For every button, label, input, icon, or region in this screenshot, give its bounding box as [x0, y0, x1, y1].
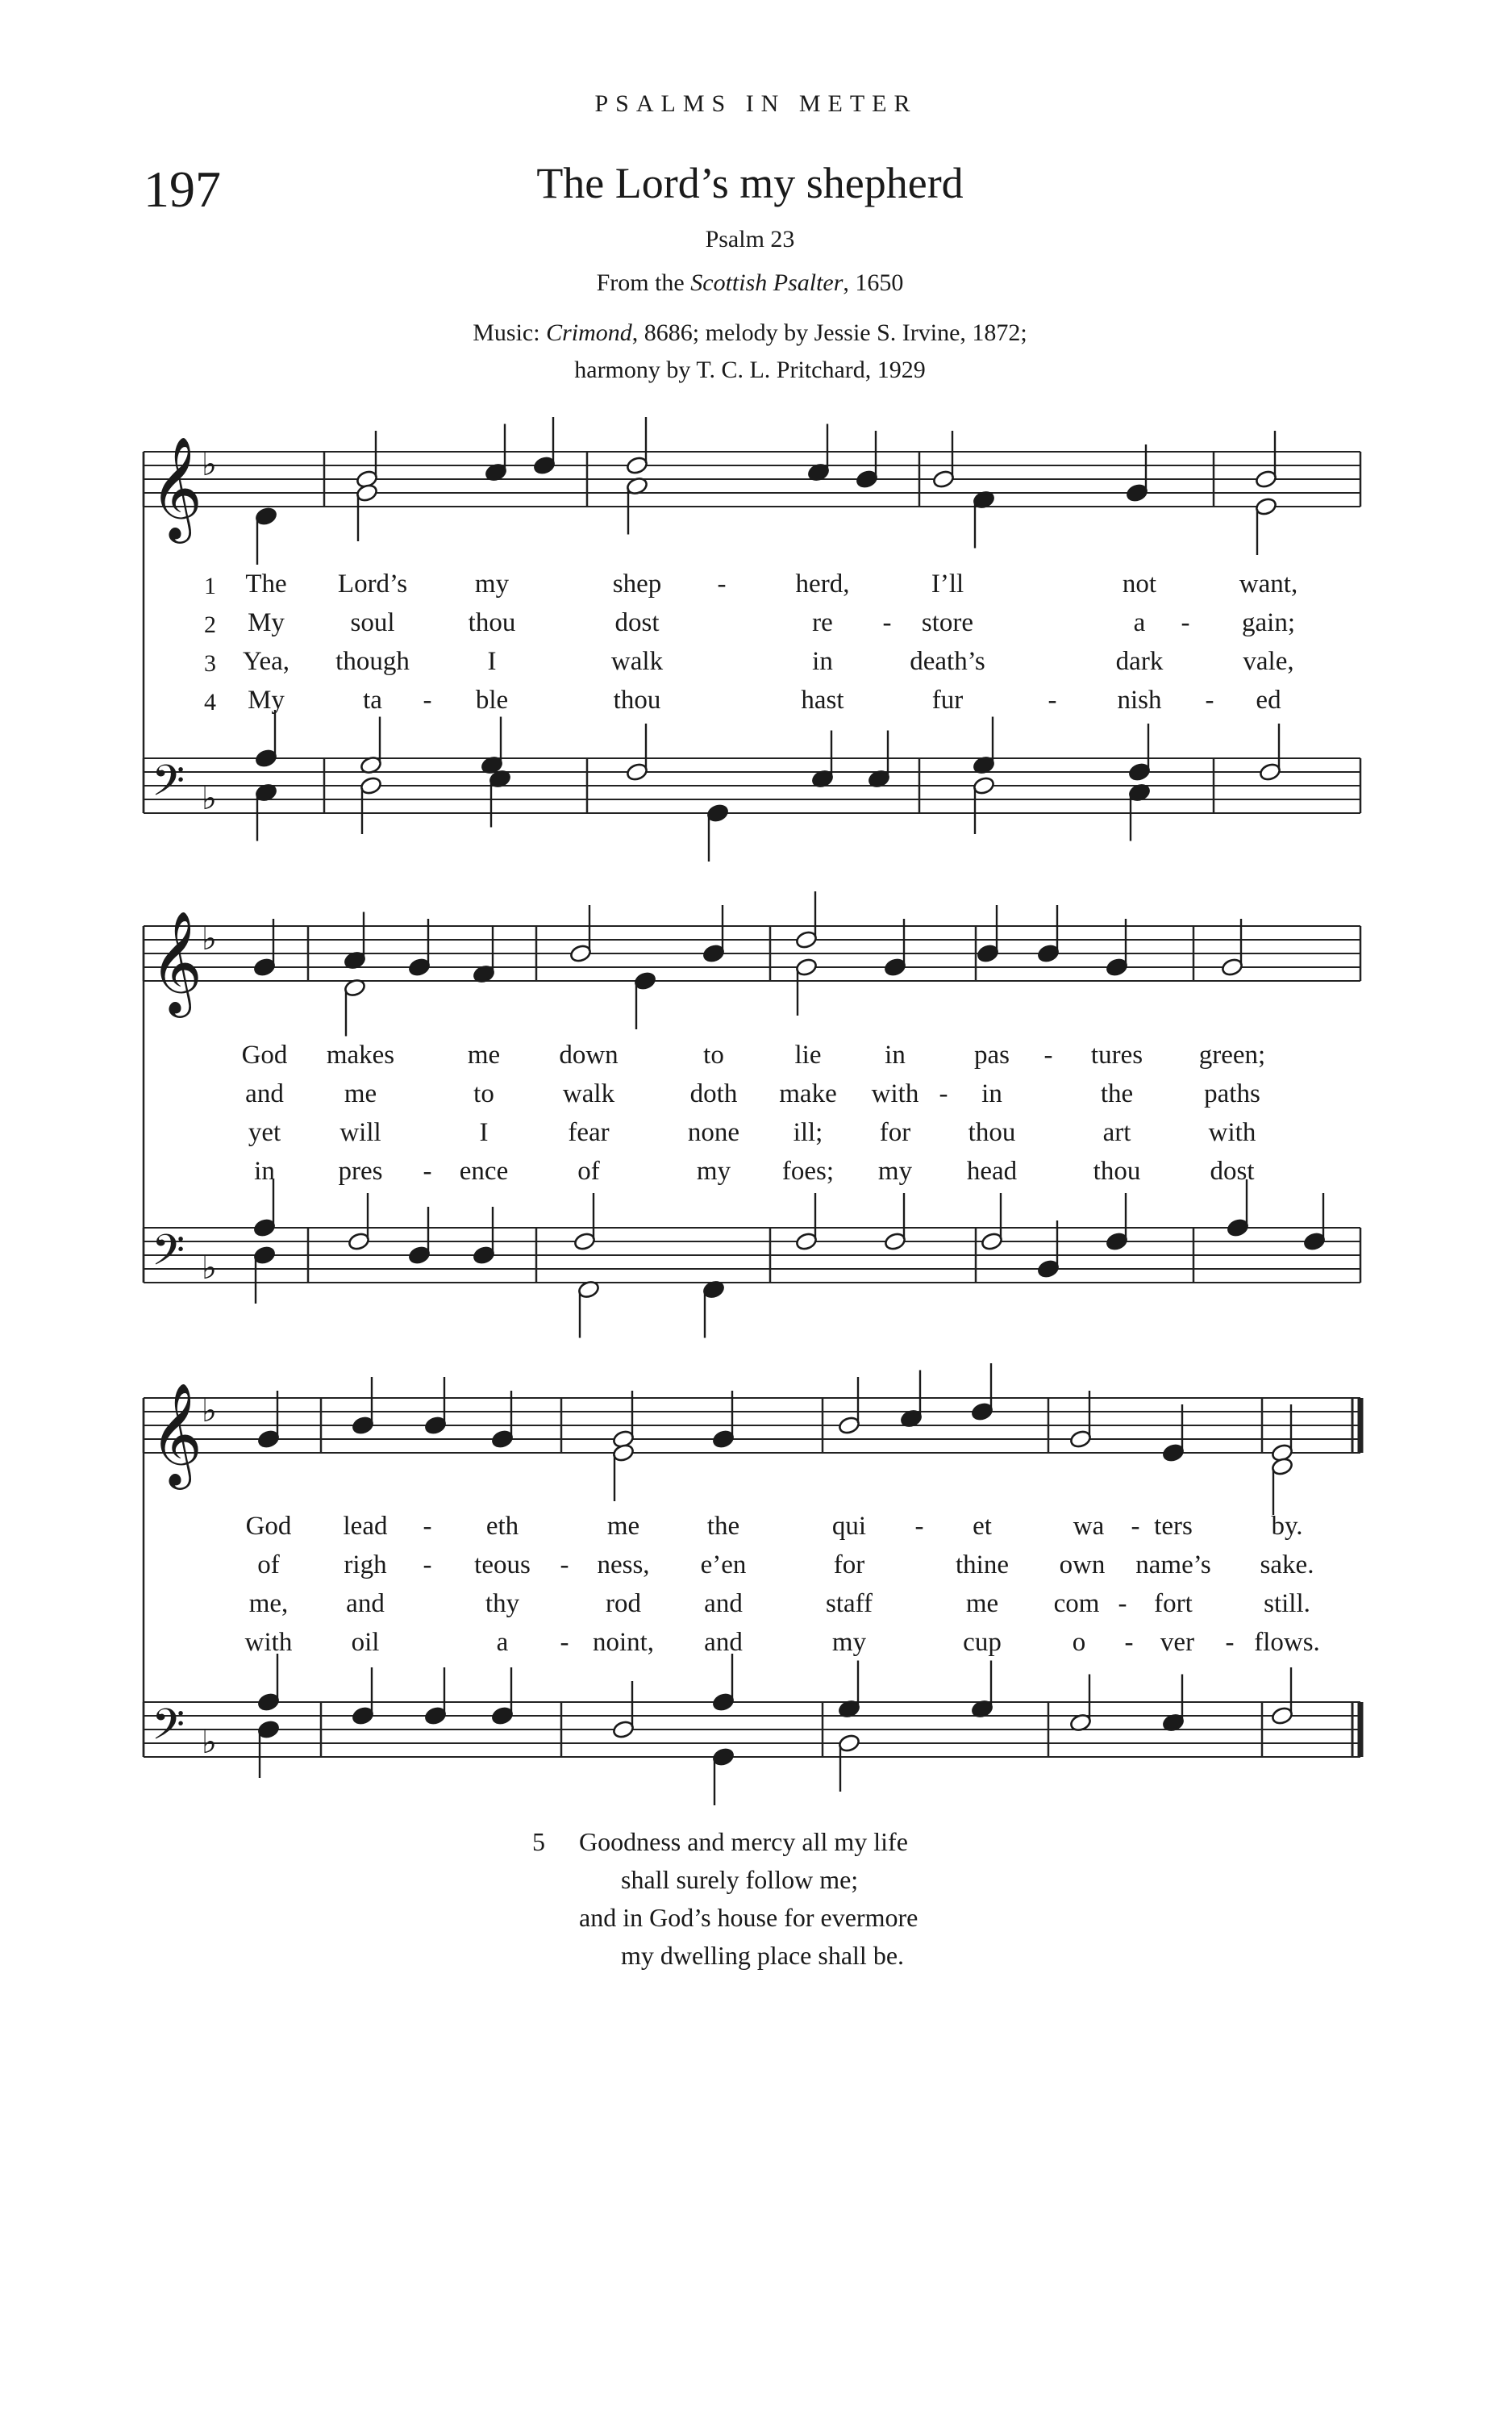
lyric-syllable: hast — [801, 686, 844, 715]
lyric-syllable: The — [245, 570, 287, 599]
lyric-syllable: head — [966, 1157, 1018, 1186]
treble-clef-icon: 𝄞 — [150, 436, 203, 539]
lyric-syllable: own — [1059, 1550, 1106, 1579]
lyric-syllable: to — [473, 1079, 494, 1108]
lyric-syllable: though — [335, 647, 410, 676]
lyric-syllable: - — [560, 1550, 569, 1579]
lyric-syllable: ill; — [793, 1118, 823, 1147]
lyric-syllable: thou — [613, 686, 661, 715]
lyric-syllable: name’s — [1135, 1550, 1211, 1579]
lyric-syllable: teous — [474, 1550, 531, 1579]
lyric-syllable: thine — [956, 1550, 1009, 1579]
lyric-syllable: God — [245, 1512, 292, 1541]
lyric-syllable: - — [423, 1157, 432, 1186]
lyric-syllable: herd, — [795, 570, 850, 599]
lyric-syllable: Lord’s — [337, 570, 408, 599]
lyric-syllable: - — [1043, 1041, 1053, 1070]
lyric-syllable: e’en — [700, 1550, 747, 1579]
lyric-syllable: righ — [344, 1550, 387, 1579]
lyric-syllable: - — [1205, 686, 1214, 715]
lyric-syllable: - — [1118, 1589, 1127, 1618]
lyric-syllable: green; — [1198, 1041, 1266, 1070]
lyric-syllable: thou — [1093, 1157, 1141, 1186]
lyric-syllable: and — [704, 1628, 743, 1657]
lyric-syllable: noint, — [592, 1628, 655, 1657]
stanza-5-line: Goodness and mercy all my life — [579, 1827, 908, 1856]
lyric-syllable: thy — [485, 1589, 520, 1618]
lyric-syllable: none — [687, 1118, 740, 1147]
lyric-syllable: shep — [612, 570, 662, 599]
lyric-syllable: ta — [363, 686, 382, 715]
stanza-5-line: my dwelling place shall be. — [621, 1941, 905, 1970]
lyric-syllable: rod — [606, 1589, 641, 1618]
lyric-syllable: me — [467, 1041, 501, 1070]
lyric-syllable: I — [487, 647, 497, 676]
lyric-syllable: by. — [1271, 1512, 1303, 1541]
flat-sign-icon: ♭ — [202, 1250, 217, 1287]
lyric-syllable: the — [1100, 1079, 1134, 1108]
lyric-syllable: oil — [351, 1628, 380, 1657]
lyric-syllable: fear — [568, 1118, 610, 1147]
lyric-syllable: dost — [614, 608, 660, 637]
lyric-syllable: My — [248, 686, 285, 715]
lyric-syllable: o — [1072, 1628, 1086, 1657]
lyric-syllable: and — [346, 1589, 385, 1618]
lyric-syllable: make — [779, 1079, 837, 1108]
lyric-syllable: soul — [350, 608, 395, 637]
lyric-syllable: My — [248, 608, 285, 637]
lyric-syllable: yet — [248, 1118, 281, 1147]
lyric-syllable: not — [1122, 570, 1157, 599]
tune-name: Crimond — [546, 319, 632, 346]
lyric-syllable: com — [1053, 1589, 1100, 1618]
verse-number: 2 — [204, 611, 216, 638]
lyric-syllable: walk — [562, 1079, 615, 1108]
music-line-2: harmony by T. C. L. Pritchard, 1929 — [574, 357, 926, 383]
verse-number: 3 — [204, 650, 216, 677]
lyric-syllable: in — [812, 647, 833, 676]
lyric-syllable: in — [254, 1157, 275, 1186]
lyric-syllable: - — [1225, 1628, 1235, 1657]
lyric-syllable: lead — [343, 1512, 388, 1541]
lyric-syllable: - — [882, 608, 892, 637]
lyric-syllable: ed — [1256, 686, 1281, 715]
lyric-syllable: ness, — [597, 1550, 650, 1579]
flat-sign-icon: ♭ — [202, 1724, 217, 1761]
lyric-syllable: eth — [485, 1512, 519, 1541]
music-line-1-rest: , 8686; melody by Jessie S. Irvine, 1872; — [631, 319, 1027, 346]
lyric-syllable: in — [885, 1041, 906, 1070]
lyric-syllable: - — [1181, 608, 1190, 637]
lyric-syllable: me, — [248, 1589, 289, 1618]
bass-clef-icon: 𝄢 — [152, 1226, 185, 1286]
lyric-syllable: a — [1133, 608, 1146, 637]
lyric-syllable: me — [344, 1079, 377, 1108]
lyric-syllable: et — [973, 1512, 992, 1541]
lyric-syllable: a — [496, 1628, 509, 1657]
lyric-syllable: re — [812, 608, 833, 637]
stanza-5-line: shall surely follow me; — [621, 1865, 859, 1894]
music-prefix: Music: — [473, 319, 540, 346]
verse-number: 4 — [204, 689, 216, 716]
lyric-syllable: the — [706, 1512, 740, 1541]
lyric-syllable: paths — [1204, 1079, 1260, 1108]
hymn-subtitle: Psalm 23 — [705, 226, 795, 252]
lyric-syllable: for — [833, 1550, 865, 1579]
lyric-syllable: - — [560, 1628, 569, 1657]
lyric-syllable: will — [339, 1118, 381, 1147]
lyric-syllable: cup — [963, 1628, 1002, 1657]
stanza-5-line: and in God’s house for evermore — [579, 1903, 918, 1932]
flat-sign-icon: ♭ — [202, 780, 217, 817]
lyric-syllable: ble — [475, 686, 509, 715]
lyric-syllable: my — [877, 1157, 913, 1186]
lyric-syllable: my — [696, 1157, 731, 1186]
lyric-syllable: wa — [1073, 1512, 1105, 1541]
hymn-number: 197 — [144, 161, 221, 218]
lyric-syllable: dost — [1210, 1157, 1255, 1186]
lyric-syllable: for — [879, 1118, 911, 1147]
flat-sign-icon: ♭ — [202, 446, 217, 483]
lyric-syllable: ters — [1154, 1512, 1193, 1541]
bass-clef-icon: 𝄢 — [152, 1700, 185, 1760]
lyric-syllable: tures — [1090, 1041, 1143, 1070]
flat-sign-icon: ♭ — [202, 920, 217, 958]
lyric-syllable: walk — [610, 647, 664, 676]
lyric-syllable: art — [1102, 1118, 1131, 1147]
lyric-syllable: my — [831, 1628, 867, 1657]
bass-clef-icon: 𝄢 — [152, 757, 185, 816]
lyric-syllable: - — [423, 686, 432, 715]
lyric-syllable: nish — [1117, 686, 1162, 715]
lyric-syllable: - — [914, 1512, 924, 1541]
lyric-syllable: flows. — [1254, 1628, 1320, 1657]
lyric-syllable: Yea, — [242, 647, 290, 676]
verse-number: 1 — [204, 573, 216, 599]
lyric-syllable: store — [921, 608, 974, 637]
lyric-syllable: staff — [825, 1589, 873, 1618]
lyric-syllable: - — [423, 1550, 432, 1579]
lyric-syllable: qui — [831, 1512, 867, 1541]
lyric-syllable: makes — [326, 1041, 395, 1070]
lyric-syllable: and — [245, 1079, 284, 1108]
lyric-syllable: death’s — [910, 647, 985, 676]
lyric-syllable: down — [559, 1041, 619, 1070]
lyric-syllable: of — [257, 1550, 280, 1579]
lyric-syllable: I’ll — [931, 570, 964, 599]
flat-sign-icon: ♭ — [202, 1392, 217, 1429]
lyric-syllable: doth — [689, 1079, 738, 1108]
lyric-syllable: me — [965, 1589, 999, 1618]
lyric-syllable: with — [871, 1079, 919, 1108]
lyric-syllable: sake. — [1260, 1550, 1314, 1579]
treble-clef-icon: 𝄞 — [150, 1382, 203, 1485]
lyric-syllable: thou — [968, 1118, 1016, 1147]
lyric-syllable: - — [1048, 686, 1057, 715]
lyric-syllable: vale, — [1243, 647, 1294, 676]
lyric-syllable: God — [241, 1041, 288, 1070]
lyric-syllable: in — [981, 1079, 1002, 1108]
stanza-5-number: 5 — [532, 1827, 545, 1856]
lyric-syllable: with — [1208, 1118, 1256, 1147]
source-prefix: From the — [596, 269, 685, 296]
lyric-syllable: still. — [1264, 1589, 1310, 1618]
lyric-syllable: ver — [1160, 1628, 1195, 1657]
lyric-syllable: - — [1131, 1512, 1140, 1541]
lyric-syllable: me — [606, 1512, 640, 1541]
lyric-syllable: pas — [974, 1041, 1010, 1070]
lyric-syllable: foes; — [781, 1157, 835, 1186]
lyric-syllable: my — [474, 570, 510, 599]
lyric-syllable: - — [1124, 1628, 1134, 1657]
lyric-syllable: thou — [468, 608, 516, 637]
lyric-syllable: I — [479, 1118, 489, 1147]
lyric-syllable: - — [939, 1079, 948, 1108]
lyric-syllable: - — [423, 1512, 432, 1541]
treble-clef-icon: 𝄞 — [150, 910, 203, 1013]
lyric-syllable: to — [703, 1041, 724, 1070]
lyric-syllable: of — [577, 1157, 600, 1186]
lyric-syllable: want, — [1239, 570, 1298, 599]
lyric-syllable: - — [717, 570, 727, 599]
lyric-syllable: fort — [1154, 1589, 1193, 1618]
lyric-syllable: and — [704, 1589, 743, 1618]
lyric-syllable: lie — [794, 1041, 822, 1070]
lyric-syllable: fur — [931, 686, 964, 715]
lyric-syllable: gain; — [1242, 608, 1295, 637]
lyric-syllable: pres — [338, 1157, 383, 1186]
source-year: , 1650 — [843, 269, 904, 296]
source-work: Scottish Psalter — [690, 269, 843, 296]
lyric-syllable: dark — [1115, 647, 1164, 676]
running-head: PSALMS IN METER — [594, 90, 918, 117]
lyric-syllable: ence — [459, 1157, 509, 1186]
hymn-title: The Lord’s my shepherd — [536, 159, 964, 207]
lyric-syllable: with — [244, 1628, 293, 1657]
